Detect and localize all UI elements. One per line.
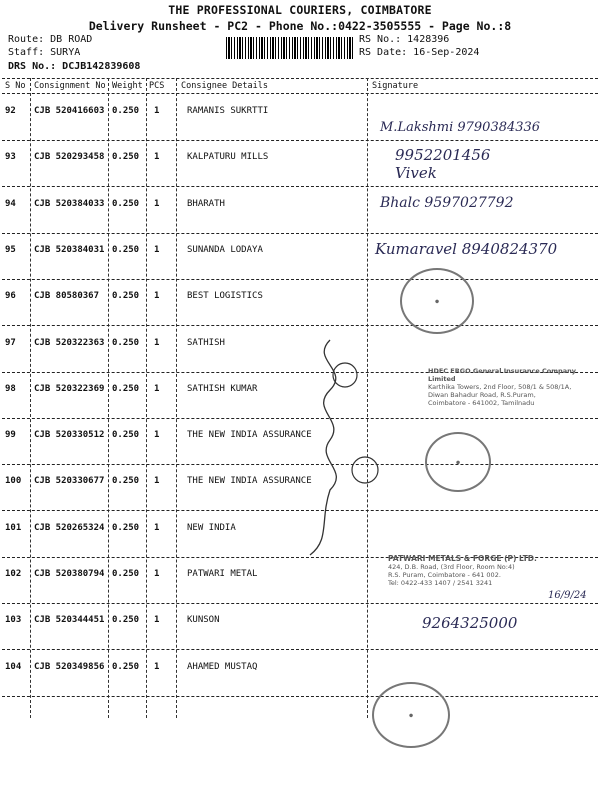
cell-weight: 0.250 (112, 476, 140, 487)
col-header-sno: S No (5, 81, 26, 91)
cell-sno: 100 (5, 476, 22, 487)
cell-weight: 0.250 (112, 569, 140, 579)
col-header-pcs: PCS (149, 81, 165, 91)
cell-pcs: 1 (154, 152, 160, 163)
patwari-date-handwritten: 16/9/24 (548, 590, 587, 601)
cell-weight: 0.250 (112, 244, 140, 255)
cell-pcs: 1 (154, 569, 160, 579)
cell-consignment-no: CJB 520293458 (34, 152, 105, 163)
bottom-seal-stamp: ● (372, 682, 450, 748)
route-label: Route: DB ROAD (8, 34, 93, 45)
rs-date: RS Date: 16-Sep-2024 (359, 47, 480, 58)
hdfc-stamp-line4: Coimbatore - 641002, Tamilnadu (428, 399, 535, 407)
cell-consignment-no: CJB 520330512 (34, 430, 105, 441)
barcode (226, 37, 354, 59)
cell-consignee: THE NEW INDIA ASSURANCE (187, 476, 312, 487)
cell-sno: 102 (5, 569, 22, 579)
circled-mark-2 (333, 363, 357, 387)
cell-consignment-no: CJB 80580367 (34, 291, 100, 302)
cell-pcs: 1 (154, 291, 160, 302)
cell-consignee: BEST LOGISTICS (187, 291, 263, 302)
cell-weight: 0.250 (112, 615, 140, 626)
col-header-consignment: Consignment No (34, 81, 106, 91)
col-header-signature: Signature (372, 81, 419, 91)
cell-consignee: SUNANDA LODAYA (187, 244, 263, 255)
cell-consignment-no: CJB 520349856 (34, 661, 105, 672)
cell-consignment-no: CJB 520416603 (34, 106, 105, 116)
cell-sno: 103 (5, 615, 22, 626)
cell-consignment-no: CJB 520380794 (34, 569, 105, 579)
col-header-consignee: Consignee Details (181, 81, 268, 91)
rs-number: RS No.: 1428396 (359, 34, 450, 45)
circled-mark-3 (352, 457, 378, 483)
row-separator (2, 696, 598, 697)
company-seal-stamp: ● (400, 268, 474, 334)
cell-pcs: 1 (154, 383, 160, 394)
cell-pcs: 1 (154, 522, 160, 533)
hdfc-stamp-line1: HDFC ERGO General Insurance Company Limited (428, 367, 576, 383)
cell-sno: 94 (5, 198, 16, 209)
cell-weight: 0.250 (112, 522, 140, 533)
handwritten-marks (300, 330, 380, 570)
cell-pcs: 1 (154, 244, 160, 255)
staff-label: Staff: SURYA (8, 47, 81, 58)
cell-consignment-no: CJB 520330677 (34, 476, 105, 487)
hdfc-stamp-line2: Karthika Towers, 2nd Floor, 508/1 & 508/1A, (428, 383, 572, 391)
handwritten-curve (310, 340, 336, 555)
cell-consignee: RAMANIS SUKRTTI (187, 106, 269, 116)
col-header-weight: Weight (112, 81, 143, 91)
cell-consignment-no: CJB 520344451 (34, 615, 105, 626)
hdfc-stamp (428, 367, 596, 407)
signature-94: Bhalc 9597027792 (380, 195, 514, 211)
cell-weight: 0.250 (112, 106, 140, 116)
signature-92: M.Lakshmi 9790384336 (380, 120, 541, 135)
patwari-stamp-line1: PATWARI METALS & FORGE (P) LTD. (388, 554, 537, 563)
cell-consignment-no: CJB 520322369 (34, 383, 105, 394)
cell-consignment-no: CJB 520384031 (34, 244, 105, 255)
hdfc-stamp-line3: Diwan Bahadur Road, R.S.Puram, (428, 391, 536, 399)
cell-weight: 0.250 (112, 291, 140, 302)
cell-consignment-no: CJB 520322363 (34, 337, 105, 348)
cell-sno: 98 (5, 383, 16, 394)
cell-sno: 96 (5, 291, 16, 302)
company-title: THE PROFESSIONAL COURIERS, COIMBATORE (168, 3, 432, 17)
table-row (0, 279, 600, 326)
cell-consignee: KALPATURU MILLS (187, 152, 269, 163)
patwari-stamp-line4: Tel: 0422-433 1407 / 2541 3241 (388, 579, 493, 587)
cell-weight: 0.250 (112, 152, 140, 163)
signature-103: 9264325000 (422, 614, 518, 632)
cell-weight: 0.250 (112, 198, 140, 209)
cell-sno: 97 (5, 337, 16, 348)
cell-consignee: SATHISH (187, 337, 225, 348)
patwari-stamp-line3: R.S. Puram, Coimbatore - 641 002. (388, 571, 501, 579)
cell-consignee: SATHISH KUMAR (187, 383, 258, 394)
cell-pcs: 1 (154, 661, 160, 672)
cell-pcs: 1 (154, 106, 160, 116)
signature-93: 9952201456 Vivek (395, 146, 491, 182)
runsheet-subtitle: Delivery Runsheet - PC2 - Phone No.:0422-3505555 - Page No.:8 (88, 19, 512, 33)
cell-consignment-no: CJB 520265324 (34, 522, 105, 533)
table-row (0, 650, 600, 697)
cell-consignment-no: CJB 520384033 (34, 198, 105, 209)
cell-consignee: AHAMED MUSTAQ (187, 661, 258, 672)
cell-sno: 93 (5, 152, 16, 163)
patwari-stamp (388, 555, 578, 587)
signature-95: Kumaravel 8940824370 (375, 240, 558, 258)
cell-consignee: KUNSON (187, 615, 220, 626)
cell-weight: 0.250 (112, 383, 140, 394)
cell-pcs: 1 (154, 476, 160, 487)
cell-consignee: NEW INDIA (187, 522, 236, 533)
cell-consignee: THE NEW INDIA ASSURANCE (187, 430, 312, 441)
cell-pcs: 1 (154, 430, 160, 441)
table-top-rule (2, 78, 598, 79)
cell-sno: 99 (5, 430, 16, 441)
cell-pcs: 1 (154, 198, 160, 209)
cell-sno: 104 (5, 661, 22, 672)
cell-weight: 0.250 (112, 430, 140, 441)
patwari-stamp-line2: 424, D.B. Road, (3rd Floor, Room No:4) (388, 563, 515, 571)
new-india-seal-stamp: ● (425, 432, 491, 492)
cell-weight: 0.250 (112, 661, 140, 672)
cell-weight: 0.250 (112, 337, 140, 348)
cell-sno: 95 (5, 244, 16, 255)
drs-number: DRS No.: DCJB142839608 (8, 61, 141, 72)
cell-consignee: BHARATH (187, 198, 225, 209)
cell-pcs: 1 (154, 337, 160, 348)
cell-sno: 92 (5, 106, 16, 116)
cell-sno: 101 (5, 522, 22, 533)
cell-pcs: 1 (154, 615, 160, 626)
cell-consignee: PATWARI METAL (187, 569, 258, 579)
